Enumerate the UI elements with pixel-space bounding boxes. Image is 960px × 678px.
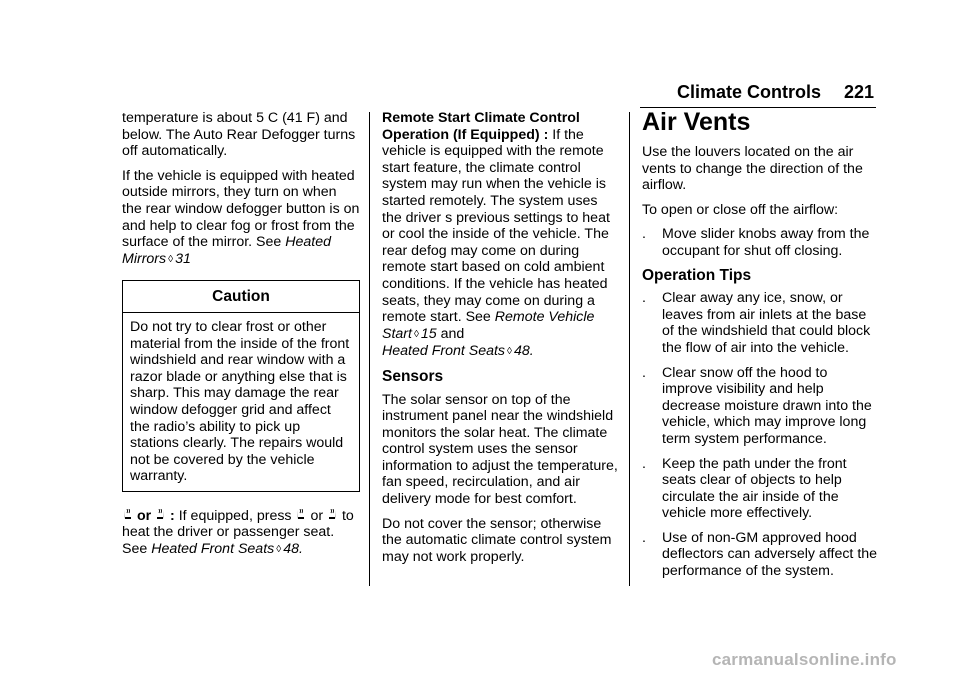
page-ref[interactable]: 15 [420, 325, 437, 342]
ref-arrow-icon: ◊ [413, 328, 419, 340]
page-header [640, 80, 876, 108]
watermark: carmanualsonline.info [712, 650, 897, 669]
list-item: . Keep the path under the front seats clear of objects to help circulate the air inside of the vehicle more effectively. [642, 455, 847, 522]
list-item: . Move slider knobs away from the occupant for shut off closing. [642, 226, 870, 259]
remote-start-heading: Remote Start Climate Control Operation (If Equipped) : [382, 110, 580, 143]
mirrors-paragraph: If the vehicle is equipped with heated outside mirrors, they turn on when the rear window defogger button is on and help to clear fog or frost from the surface of the mirror. See Heated Mirrors ◊ 31 [122, 167, 360, 267]
heated-mirrors-link[interactable]: Heated Mirrors [122, 234, 331, 267]
list-item: . Clear snow off the hood to improve visibility and help decrease moisture drawn into the vehicle, which may improve long term system performance. [642, 364, 872, 447]
remote-vehicle-start-link[interactable]: Remote Vehicle Start [382, 309, 595, 342]
remote-start-paragraph: Remote Start Climate Control Operation (If Equipped) : If the vehicle is equipped with the remote start feature, the climate control system may run when the vehicle is started remotely. The system uses the driver s previous settings to heat or cool the inside of the vehicle. The rear defog may come on during remote start based on cold ambient conditions. If the vehicle has heated seats, they may come on during a remote start. See Remote Vehicle Start ◊ 15 and Heated Front Seats ◊ 48. [382, 110, 610, 360]
bullet-mark: . [642, 364, 646, 381]
bullet-mark: . [642, 455, 646, 472]
caution-text: Do not try to clear frost or other material from the inside of the front windshield and rear window with a razor blade or anything else that is sharp. This may damage the rear window defogger grid and affect the radio’s ability to pick up stations clearly. The repairs would not be covered by the vehicle warranty. [130, 318, 350, 485]
heated-front-seats-link[interactable]: Heated Front Seats [382, 343, 506, 360]
section-title: Climate Controls [677, 82, 822, 102]
defogger-paragraph: temperature is about 5 C (41 F) and below. The Auto Rear Defogger turns off automatically. [122, 110, 356, 160]
caution-box [122, 280, 360, 492]
bullet-mark: . [642, 226, 646, 243]
heated-seat-icon [122, 509, 133, 522]
page-number: 221 [843, 82, 874, 102]
heated-seats-paragraph: or : If equipped, press or to heat the driver or passenger seat. See Heated Front Seats ◊ 48. [122, 507, 354, 558]
page-ref[interactable]: 31 [175, 250, 191, 267]
air-vents-heading: Air Vents [642, 108, 751, 136]
heated-seat-icon [327, 509, 338, 522]
column-divider [629, 112, 630, 586]
list-item: . Use of non-GM approved hood deflectors can adversely affect the performance of the system. [642, 529, 878, 580]
column-2 [382, 110, 618, 573]
ref-arrow-icon: ◊ [276, 544, 282, 556]
column-1 [122, 110, 360, 567]
heated-front-seats-link[interactable]: Heated Front Seats [151, 541, 275, 558]
sensors-heading: Sensors [382, 367, 444, 385]
list-item: . Clear away any ice, snow, or leaves from air inlets at the base of the windshield that could block the flow of air into the vehicle. [642, 290, 871, 356]
ref-arrow-icon: ◊ [507, 346, 512, 358]
sensors-warning-paragraph: Do not cover the sensor; otherwise the automatic climate control system may not work properly. [382, 515, 612, 565]
airflow-paragraph: To open or close off the airflow: [642, 201, 839, 218]
operation-tips-heading: Operation Tips [642, 266, 752, 284]
column-divider [369, 112, 370, 586]
bullet-mark: . [642, 290, 646, 307]
caution-title: Caution [123, 281, 359, 313]
page-ref[interactable]: 48. [513, 343, 534, 360]
page-ref[interactable]: 48. [283, 541, 303, 558]
bullet-mark: . [642, 529, 646, 546]
air-vents-paragraph: Use the louvers located on the air vents to change the direction of the airflow. [642, 144, 863, 194]
heated-seat-icon [295, 509, 306, 522]
sensors-paragraph: The solar sensor on top of the instrument panel near the windshield monitors the solar heat. The climate control system uses the sensor information to adjust the temperature, fan speed, recirculation, and air delivery mode for best comfort. [382, 391, 618, 508]
heated-seat-icon [155, 509, 166, 522]
ref-arrow-icon: ◊ [168, 253, 174, 265]
column-3 [642, 110, 878, 588]
